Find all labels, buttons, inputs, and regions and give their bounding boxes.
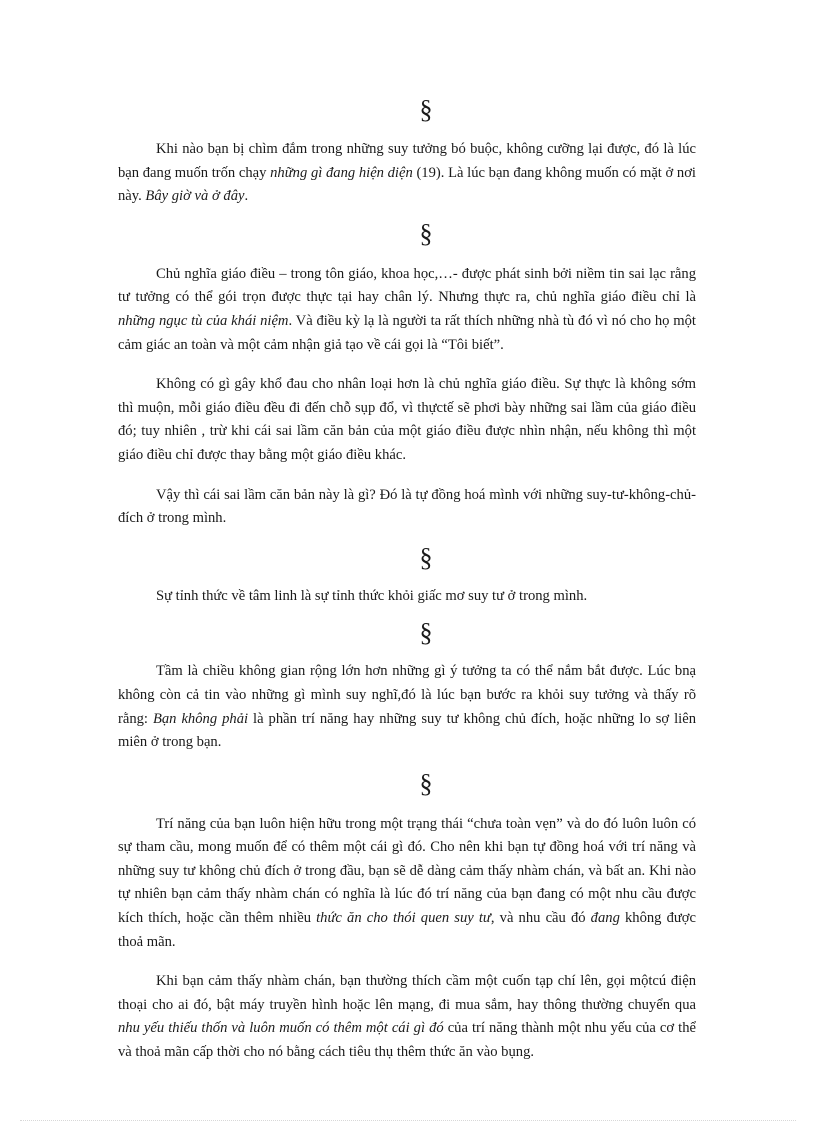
section-symbol: §	[419, 218, 433, 248]
paragraph-2: Chủ nghĩa giáo điều – trong tôn giáo, khoa học,…- được phát sinh bởi niềm tin sai lạc rằng tư tưởng có thể gói trọn được thực tại hay chân lý. Nhưng thực ra, chủ nghĩa giáo điều chỉ là những ngục tù của khái niệm. Và điều kỳ lạ là người ta rất thích những nhà tù đó vì nó cho họ một cảm giác an toàn và một cảm nhận giả tạo về cái gọi là “Tôi biết”.	[118, 265, 696, 353]
section-symbol: §	[419, 542, 433, 572]
paragraph-8: Khi bạn cảm thấy nhàm chán, bạn thường thích cầm một cuốn tạp chí lên, gọi mộtcú điện thoại cho ai đó, bật máy truyền hình hoặc lên mạng, đi mua sắm, hay thông thường chuyển qua nhu yếu thiếu thốn và luôn muốn có thêm một cái gì đó của trí năng thành một nhu yếu của cơ thể và thoả mãn cấp thời cho nó bằng cách tiêu thụ thêm thức ăn vào bụng.	[118, 973, 696, 1061]
section-symbol: §	[419, 768, 433, 798]
document-page	[118, 0, 696, 1065]
page-bottom-divider	[20, 1120, 796, 1121]
paragraph-1: Khi nào bạn bị chìm đắm trong những suy tưởng bó buộc, không cưỡng lại được, đó là lúc bạn đang muốn trốn chạy những gì đang hiện diện (19). Là lúc bạn đang không muốn có mặt ở nơi này. Bây giờ và ở đây.	[118, 141, 696, 205]
paragraph-3: Không có gì gây khổ đau cho nhân loại hơn là chủ nghĩa giáo điều. Sự thực là không sớm thì muộn, mỗi giáo điều đều đi đến chỗ sụp đổ, vì thựctế sẽ phơi bày những sai lầm của giáo điều đó; tuy nhiên , trừ khi cái sai lầm căn bản của một giáo điều được nhìn nhận, nếu không thì một giáo điều chỉ được thay bằng một giáo điều khác.	[118, 376, 696, 463]
paragraph-6: Tầm là chiều không gian rộng lớn hơn những gì ý tưởng ta có thể nắm bắt được. Lúc bnạ không còn cả tin vào những gì mình suy nghĩ,đó là lúc bạn bước ra khỏi suy tưởng và thấy rõ rằng: Bạn không phải là phần trí năng hay những suy tư không chủ đích, hoặc những lo sợ liên miên ở trong bạn.	[118, 663, 697, 751]
section-symbol: §	[419, 618, 433, 648]
paragraph-4: Vậy thì cái sai lầm căn bản này là gì? Đó là tự đồng hoá mình với những suy-tư-không-chủ-đích ở trong mình.	[118, 486, 696, 527]
section-symbol: §	[419, 95, 433, 124]
paragraph-7: Trí năng của bạn luôn hiện hữu trong một trạng thái “chưa toàn vẹn” và do đó luôn luôn có sự tham cầu, mong muốn để có thêm một cái gì đó. Cho nên khi bạn tự đồng hoá với trí năng và những suy tư không chủ đích ở trong đầu, bạn sẽ dễ dàng cảm thấy nhàm chán, và bất an. Khi nào tự nhiên bạn cảm thấy nhàm chán có nghĩa là lúc đó trí năng của bạn đang có một nhu cầu được kích thích, hoặc cần thêm nhiều thức ăn cho thói quen suy tư, và nhu cầu đó đang không được thoả mãn.	[118, 815, 696, 950]
paragraph-5: Sự tỉnh thức về tâm linh là sự tỉnh thức khỏi giấc mơ suy tư ở trong mình.	[156, 587, 588, 604]
